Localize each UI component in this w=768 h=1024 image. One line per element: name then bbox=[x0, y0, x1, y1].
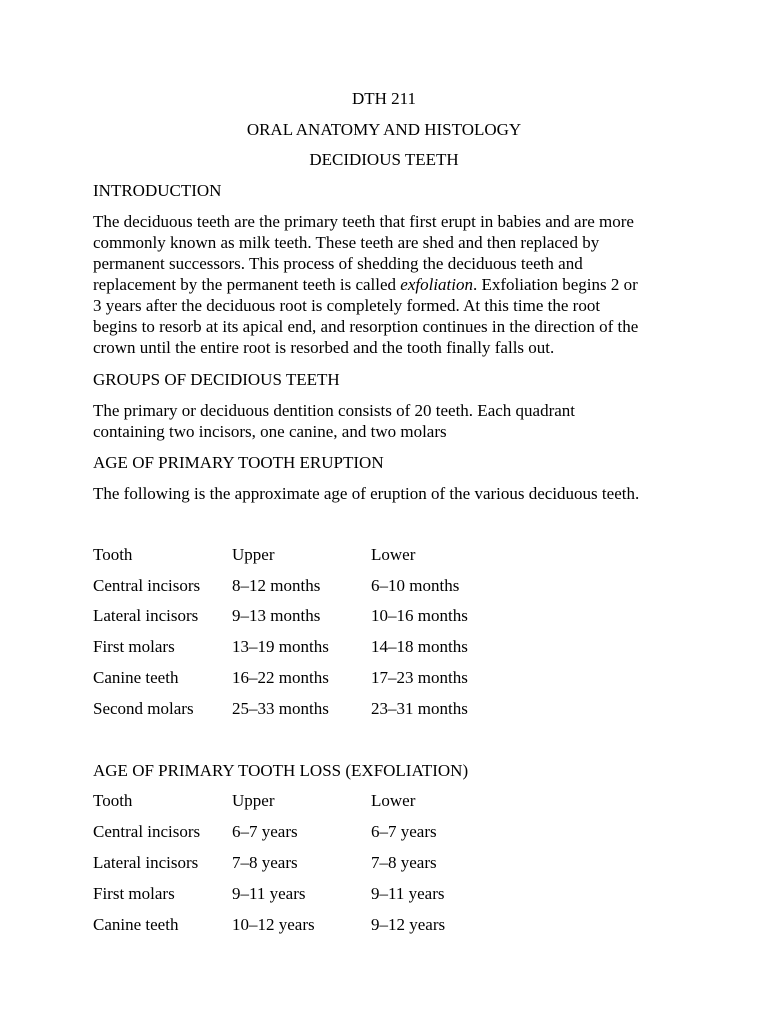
paragraph-line bbox=[93, 274, 683, 295]
tooth-cell: Second molars bbox=[93, 699, 194, 718]
upper-cell: 13–19 months bbox=[232, 637, 329, 656]
table-row bbox=[93, 821, 683, 842]
upper-cell: 9–13 months bbox=[232, 606, 321, 625]
paragraph-line: 3 years after the deciduous root is completely formed. At this time the root bbox=[93, 296, 601, 315]
lower-cell: 10–16 months bbox=[371, 606, 468, 625]
table-row bbox=[93, 575, 683, 596]
table-header-row bbox=[93, 544, 683, 565]
paragraph-line: permanent successors. This process of shedding the deciduous teeth and bbox=[93, 254, 583, 273]
tooth-cell: Lateral incisors bbox=[93, 606, 199, 625]
paragraph-line: commonly known as milk teeth. These teeth are shed and then replaced by bbox=[93, 233, 600, 252]
upper-cell: 8–12 months bbox=[232, 576, 321, 595]
tooth-cell: Canine teeth bbox=[93, 915, 179, 934]
groups-paragraph bbox=[93, 400, 683, 442]
tooth-cell: First molars bbox=[93, 637, 175, 656]
course-code: DTH 211 bbox=[351, 89, 417, 108]
upper-cell: 16–22 months bbox=[232, 668, 329, 687]
upper-cell: 9–11 years bbox=[232, 884, 306, 903]
upper-cell: 6–7 years bbox=[232, 822, 298, 841]
table-row bbox=[93, 883, 683, 904]
lower-cell: 14–18 months bbox=[371, 637, 468, 656]
paragraph-line: begins to resorb at its apical end, and resorption continues in the direction of the bbox=[93, 317, 639, 336]
column-header-lower: Lower bbox=[371, 791, 416, 810]
lower-cell: 9–11 years bbox=[371, 884, 445, 903]
table-row bbox=[93, 852, 683, 873]
line-text: replacement by the permanent teeth is called bbox=[93, 275, 401, 294]
lower-cell: 6–7 years bbox=[371, 822, 437, 841]
line-text: . Exfoliation begins 2 or bbox=[473, 275, 638, 294]
eruption-intro: The following is the approximate age of eruption of the various deciduous teeth. bbox=[93, 484, 640, 503]
table-header-row bbox=[93, 790, 683, 811]
column-header-upper: Upper bbox=[232, 791, 275, 810]
tooth-cell: First molars bbox=[93, 884, 175, 903]
tooth-cell: Lateral incisors bbox=[93, 853, 199, 872]
tooth-cell: Central incisors bbox=[93, 822, 201, 841]
column-header-lower: Lower bbox=[371, 545, 416, 564]
upper-cell: 25–33 months bbox=[232, 699, 329, 718]
paragraph-line: The primary or deciduous dentition consists of 20 teeth. Each quadrant bbox=[93, 401, 576, 420]
table-row bbox=[93, 667, 683, 688]
lower-cell: 23–31 months bbox=[371, 699, 468, 718]
table-row bbox=[93, 914, 683, 935]
table-row bbox=[93, 698, 683, 719]
introduction-paragraph bbox=[93, 211, 683, 358]
lower-cell: 17–23 months bbox=[371, 668, 468, 687]
upper-cell: 7–8 years bbox=[232, 853, 298, 872]
topic-title: DECIDIOUS TEETH bbox=[309, 150, 459, 169]
table-row bbox=[93, 605, 683, 626]
paragraph-line: crown until the entire root is resorbed and the tooth finally falls out. bbox=[93, 338, 555, 357]
upper-cell: 10–12 years bbox=[232, 915, 315, 934]
introduction-heading: INTRODUCTION bbox=[93, 181, 222, 200]
lower-cell: 6–10 months bbox=[371, 576, 460, 595]
column-header-tooth: Tooth bbox=[93, 545, 133, 564]
exfoliation-heading: AGE OF PRIMARY TOOTH LOSS (EXFOLIATION) bbox=[93, 761, 469, 780]
column-header-upper: Upper bbox=[232, 545, 275, 564]
exfoliation-term: exfoliation bbox=[400, 275, 473, 294]
course-title: ORAL ANATOMY AND HISTOLOGY bbox=[246, 120, 522, 139]
lower-cell: 9–12 years bbox=[371, 915, 446, 934]
tooth-cell: Central incisors bbox=[93, 576, 201, 595]
paragraph-line: containing two incisors, one canine, and two molars bbox=[93, 422, 447, 441]
table-row bbox=[93, 636, 683, 657]
paragraph-line: The deciduous teeth are the primary teeth that first erupt in babies and are more bbox=[93, 212, 634, 231]
lower-cell: 7–8 years bbox=[371, 853, 437, 872]
eruption-heading: AGE OF PRIMARY TOOTH ERUPTION bbox=[93, 453, 384, 472]
groups-heading: GROUPS OF DECIDIOUS TEETH bbox=[93, 370, 340, 389]
column-header-tooth: Tooth bbox=[93, 791, 133, 810]
tooth-cell: Canine teeth bbox=[93, 668, 179, 687]
